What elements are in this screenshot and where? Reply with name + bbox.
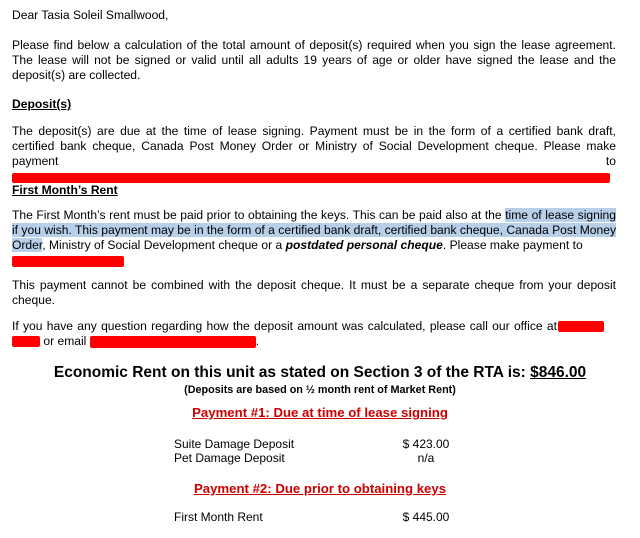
rent-paragraph <box>12 208 616 253</box>
rent-text-2: , Ministry of Social Development cheque or a <box>42 238 286 252</box>
or-email-text: or email <box>40 334 90 348</box>
payment-row-value: $ 423.00 <box>402 437 450 451</box>
postdated-cheque-text: postdated personal cheque <box>285 238 443 252</box>
payment-2-header: Payment #2: Due prior to obtaining keys <box>193 481 447 496</box>
salutation: Dear Tasia Soleil Smallwood, <box>12 8 169 22</box>
question-paragraph: If you have any question regarding how the deposit amount was calculated, please call our office at <box>12 319 557 333</box>
email-line <box>12 334 259 349</box>
payment-row-value: $ 445.00 <box>402 510 450 524</box>
rent-text-3: . Please make payment to <box>442 238 583 252</box>
end-period: . <box>255 334 260 348</box>
payment-1-header: Payment #1: Due at time of lease signing <box>192 405 448 420</box>
rent-heading: First Month’s Rent <box>12 183 118 197</box>
separate-cheque-paragraph: This payment cannot be combined with the deposit cheque. It must be a separate cheque from your deposit cheque. <box>12 278 616 307</box>
rent-text-1: The First Month’s rent must be paid prior to obtaining the keys. This can be paid also at the <box>12 208 506 222</box>
deposit-paragraph <box>12 124 616 184</box>
redacted-rent-payee <box>12 256 124 267</box>
intro-paragraph: Please find below a calculation of the total amount of deposit(s) required when you sign the lease agreement. The lease will not be signed or valid until all adults 19 years of age or older have signed the lease and the deposit(s) are collected. <box>12 38 616 82</box>
redacted-payee <box>12 173 610 183</box>
redacted-email <box>90 336 256 348</box>
economic-rent-amount: $846.00 <box>530 364 587 381</box>
deposit-basis-note: (Deposits are based on ½ month rent of Market Rent) <box>184 384 456 396</box>
redacted-phone-end <box>12 336 40 347</box>
highlighted-text: time of lease signing if you wish. This payment may be in the form of a certified bank draft, certified bank cheque, Canada Post Money Order <box>12 208 616 252</box>
payment-row-label: First Month Rent <box>174 510 263 524</box>
payment-row-label: Pet Damage Deposit <box>174 451 285 465</box>
payment-row-value: n/a <box>417 451 435 465</box>
economic-rent-label: Economic Rent on this unit as stated on Section 3 of the RTA is: <box>53 364 531 381</box>
deposit-text: The deposit(s) are due at the time of lease signing. Payment must be in the form of a certified bank draft, certified bank cheque, Canada Post Money Order or Ministry of Social Development cheque. Please make payment to <box>12 124 616 168</box>
economic-rent-line <box>0 364 640 382</box>
redacted-phone <box>558 321 604 332</box>
payment-row-label: Suite Damage Deposit <box>174 437 295 451</box>
deposit-heading: Deposit(s) <box>12 97 72 111</box>
